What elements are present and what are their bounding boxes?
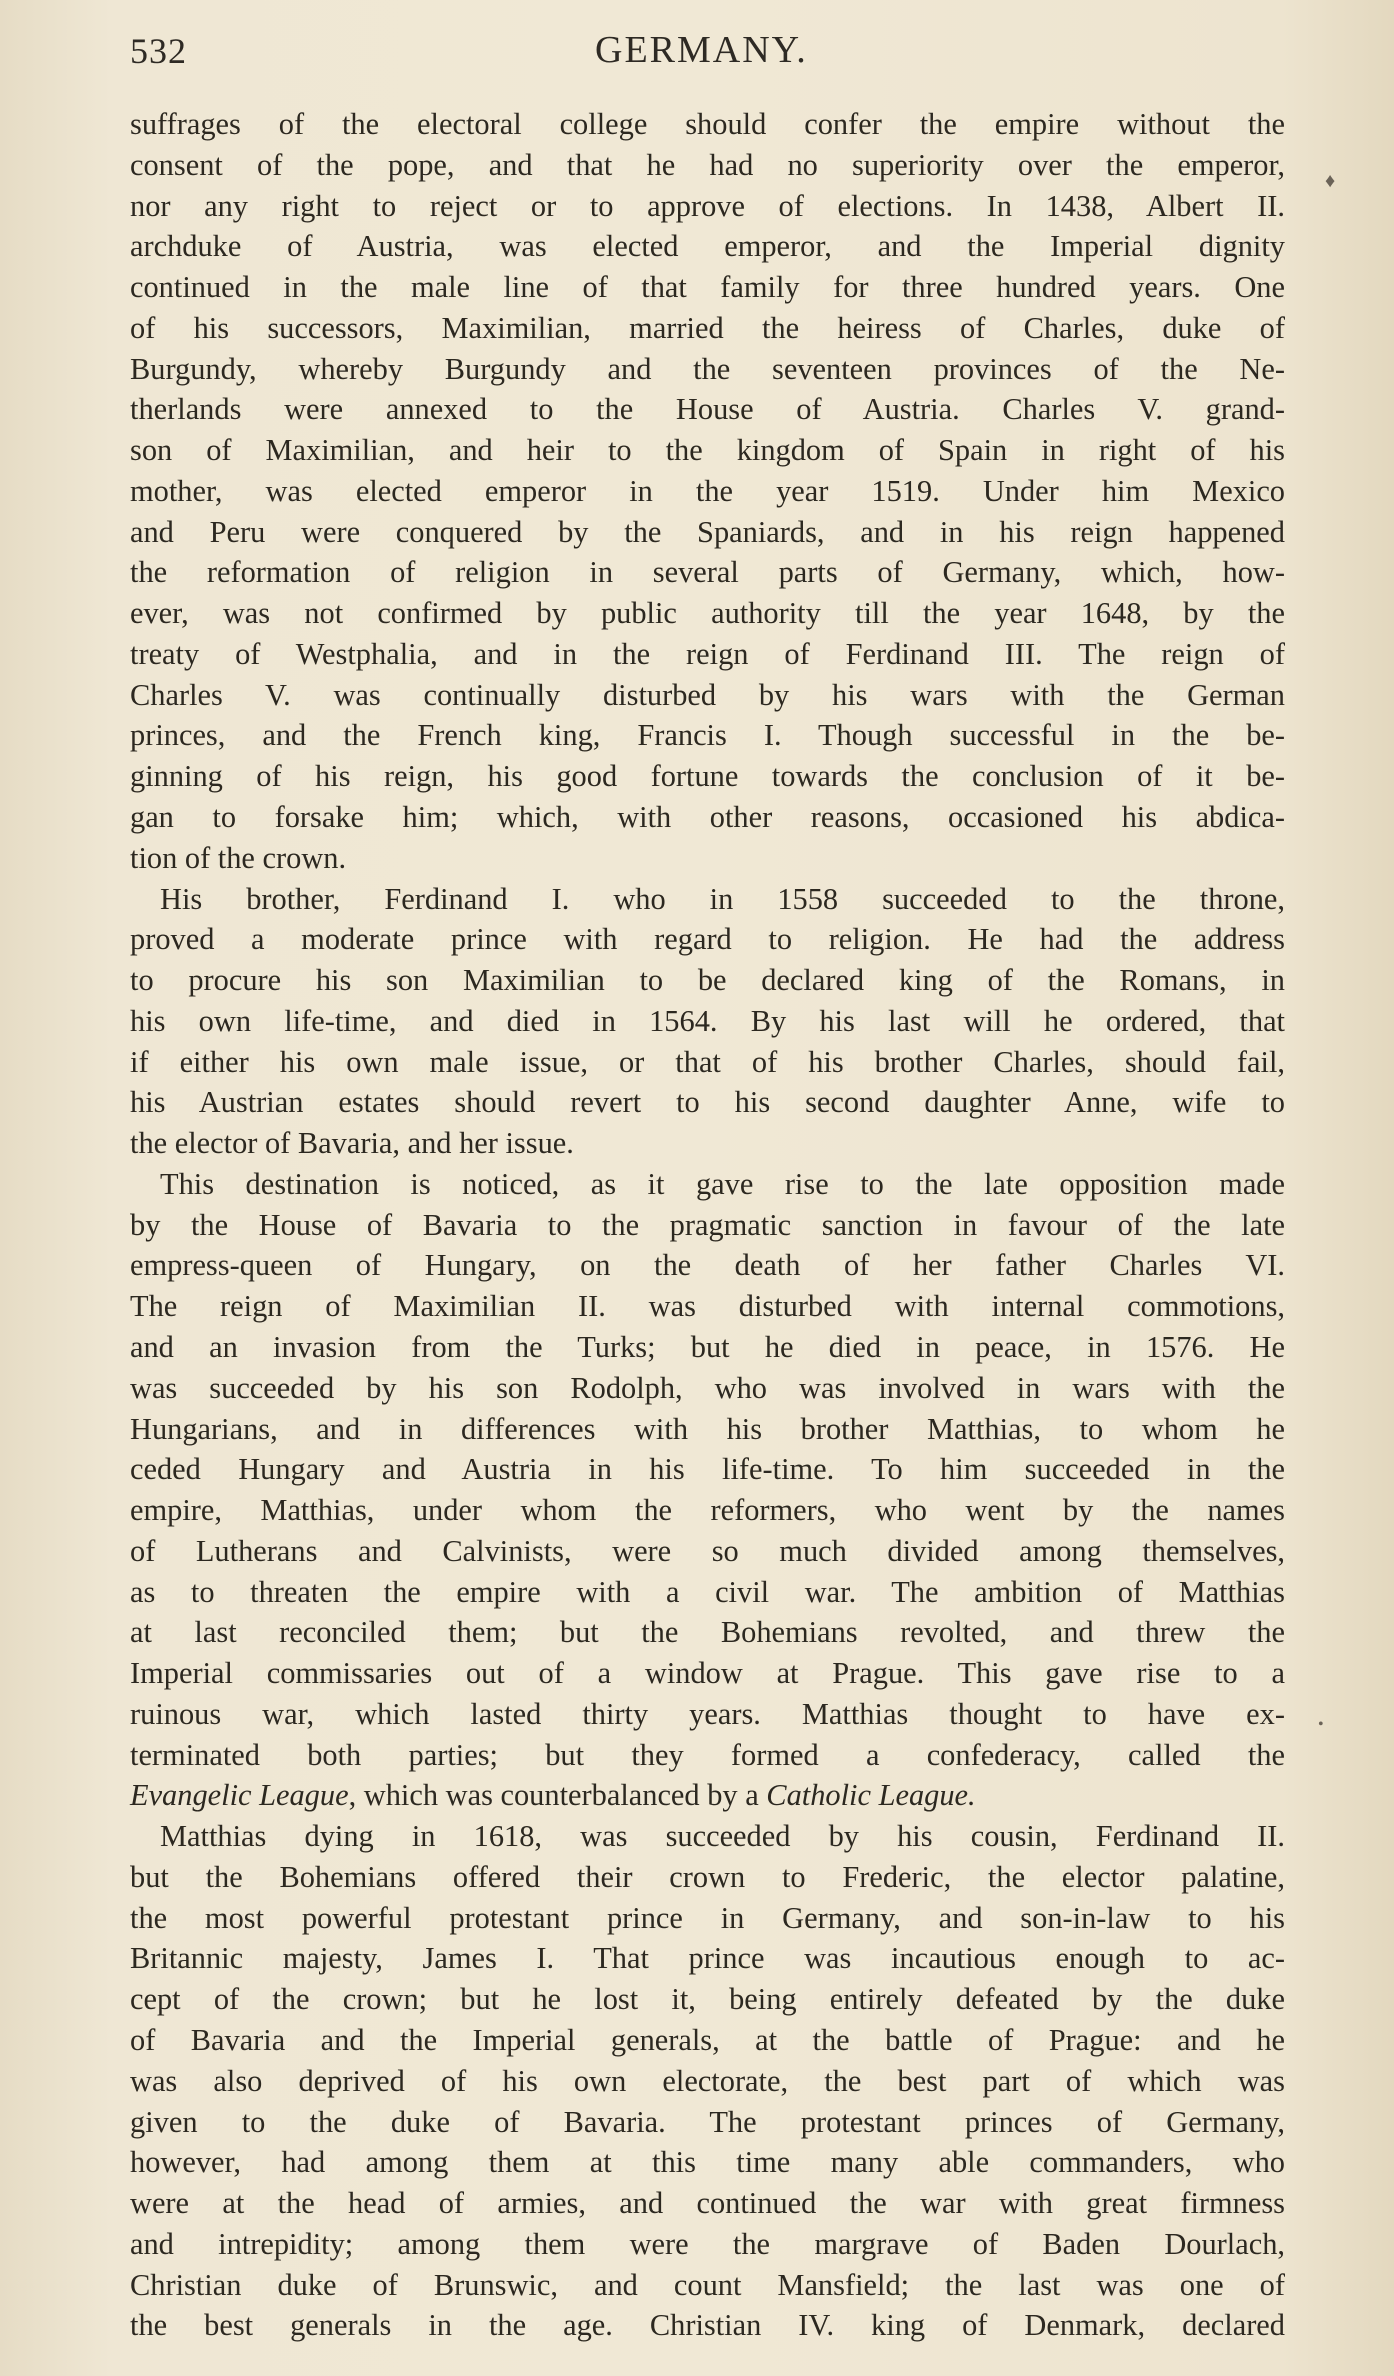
text-line: the most powerful protestant prince in Germany, and son-in-law to his <box>130 1900 1285 1935</box>
text-line: empire, Matthias, under whom the reformers, who went by the names <box>130 1493 1285 1528</box>
text-line: therlands were annexed to the House of Austria. Charles V. grand- <box>130 392 1285 427</box>
text-line: consent of the pope, and that he had no superiority over the emperor, <box>130 147 1285 182</box>
text-line: to procure his son Maximilian to be declared king of the Romans, in <box>130 963 1285 998</box>
text-line: was also deprived of his own electorate, the best part of which was <box>130 2063 1285 2098</box>
text-line: were at the head of armies, and continued the war with great firmness <box>130 2186 1285 2221</box>
text-line: if either his own male issue, or that of his brother Charles, should fail, <box>130 1044 1285 1079</box>
text-line: Matthias dying in 1618, was succeeded by his cousin, Ferdinand II. <box>160 1819 1285 1854</box>
text-line: however, had among them at this time many able commanders, who <box>130 2145 1285 2180</box>
page-number: 532 <box>130 31 187 71</box>
text-line: proved a moderate prince with regard to religion. He had the address <box>130 922 1285 957</box>
text-line: was succeeded by his son Rodolph, who was involved in wars with the <box>130 1370 1285 1405</box>
text-line: continued in the male line of that family for three hundred years. One <box>130 270 1285 305</box>
text-line: Imperial commissaries out of a window at Prague. This gave rise to a <box>130 1656 1285 1691</box>
term-catholic-league: Catholic League. <box>766 1778 976 1813</box>
text-line: nor any right to reject or to approve of elections. In 1438, Albert II. <box>130 188 1285 223</box>
text-line: ever, was not confirmed by public authority till the year 1648, by the <box>130 596 1285 631</box>
text-line: Charles V. was continually disturbed by his wars with the German <box>130 677 1285 712</box>
text-line: of Lutherans and Calvinists, were so much divided among themselves, <box>130 1533 1285 1568</box>
paragraph-2 <box>130 879 1285 1164</box>
text-line: His brother, Ferdinand I. who in 1558 succeeded to the throne, <box>160 881 1285 916</box>
text-line: Christian duke of Brunswic, and count Mansfield; the last was one of <box>130 2267 1285 2302</box>
text-line: the best generals in the age. Christian IV. king of Denmark, declared <box>130 2308 1285 2343</box>
text-line: mother, was elected emperor in the year 1519. Under him Mexico <box>130 473 1285 508</box>
text-line: the elector of Bavaria, and her issue. <box>130 1126 574 1161</box>
text-line: cept of the crown; but he lost it, being entirely defeated by the duke <box>130 1982 1285 2017</box>
text-line: terminated both parties; but they formed a confederacy, called the <box>130 1737 1285 1772</box>
text-line-italic-terms <box>130 1775 1285 1816</box>
text-line: Hungarians, and in differences with his brother Matthias, to whom he <box>130 1411 1285 1446</box>
text-line: of Bavaria and the Imperial generals, at the battle of Prague: and he <box>130 2022 1285 2057</box>
text-line: treaty of Westphalia, and in the reign of Ferdinand III. The reign of <box>130 636 1285 671</box>
text-line: and intrepidity; among them were the margrave of Baden Dourlach, <box>130 2226 1285 2261</box>
text-line: empress-queen of Hungary, on the death of her father Charles VI. <box>130 1248 1285 1283</box>
margin-bullet-mark: ♦ <box>1325 170 1336 192</box>
text-line: and Peru were conquered by the Spaniards, and in his reign happened <box>130 514 1285 549</box>
body-text <box>130 104 1285 2346</box>
text-line: princes, and the French king, Francis I. Though successful in the be- <box>130 718 1285 753</box>
text-line: ginning of his reign, his good fortune towards the conclusion of it be- <box>130 759 1285 794</box>
page-header <box>130 24 1280 74</box>
text-line: gan to forsake him; which, with other reasons, occasioned his abdica- <box>130 800 1285 835</box>
text-line: as to threaten the empire with a civil war. The ambition of Matthias <box>130 1574 1285 1609</box>
text-line: given to the duke of Bavaria. The protestant princes of Germany, <box>130 2104 1285 2139</box>
margin-dot-mark: • <box>1318 1716 1324 1733</box>
text-line: but the Bohemians offered their crown to Frederic, the elector palatine, <box>130 1859 1285 1894</box>
text-line: ruinous war, which lasted thirty years. Matthias thought to have ex- <box>130 1696 1285 1731</box>
text-line: the reformation of religion in several parts of Germany, which, how- <box>130 555 1285 590</box>
text-line: son of Maximilian, and heir to the kingdom of Spain in right of his <box>130 433 1285 468</box>
text-line: Britannic majesty, James I. That prince was incautious enough to ac- <box>130 1941 1285 1976</box>
text-line: tion of the crown. <box>130 840 347 875</box>
text-fragment: , which was counterbalanced by a <box>348 1778 767 1813</box>
paragraph-4 <box>130 1816 1285 2346</box>
text-line: ceded Hungary and Austria in his life-time. To him succeeded in the <box>130 1452 1285 1487</box>
text-line: The reign of Maximilian II. was disturbed with internal commotions, <box>130 1289 1285 1324</box>
text-line: at last reconciled them; but the Bohemians revolted, and threw the <box>130 1615 1285 1650</box>
text-line: his Austrian estates should revert to his second daughter Anne, wife to <box>130 1085 1285 1120</box>
paragraph-1 <box>130 104 1285 879</box>
term-evangelic-league: Evangelic League <box>130 1778 349 1813</box>
paragraph-3 <box>130 1164 1285 1816</box>
text-line: his own life-time, and died in 1564. By his last will he ordered, that <box>130 1003 1285 1038</box>
text-line: of his successors, Maximilian, married the heiress of Charles, duke of <box>130 310 1285 345</box>
text-line: This destination is noticed, as it gave rise to the late opposition made <box>160 1166 1285 1201</box>
text-line: suffrages of the electoral college should confer the empire without the <box>130 107 1285 141</box>
text-line: by the House of Bavaria to the pragmatic sanction in favour of the late <box>130 1207 1285 1242</box>
running-head: GERMANY. <box>595 29 808 71</box>
text-line: Burgundy, whereby Burgundy and the seventeen provinces of the Ne- <box>130 351 1285 386</box>
text-line: archduke of Austria, was elected emperor, and the Imperial dignity <box>130 229 1285 264</box>
text-line: and an invasion from the Turks; but he died in peace, in 1576. He <box>130 1329 1285 1364</box>
